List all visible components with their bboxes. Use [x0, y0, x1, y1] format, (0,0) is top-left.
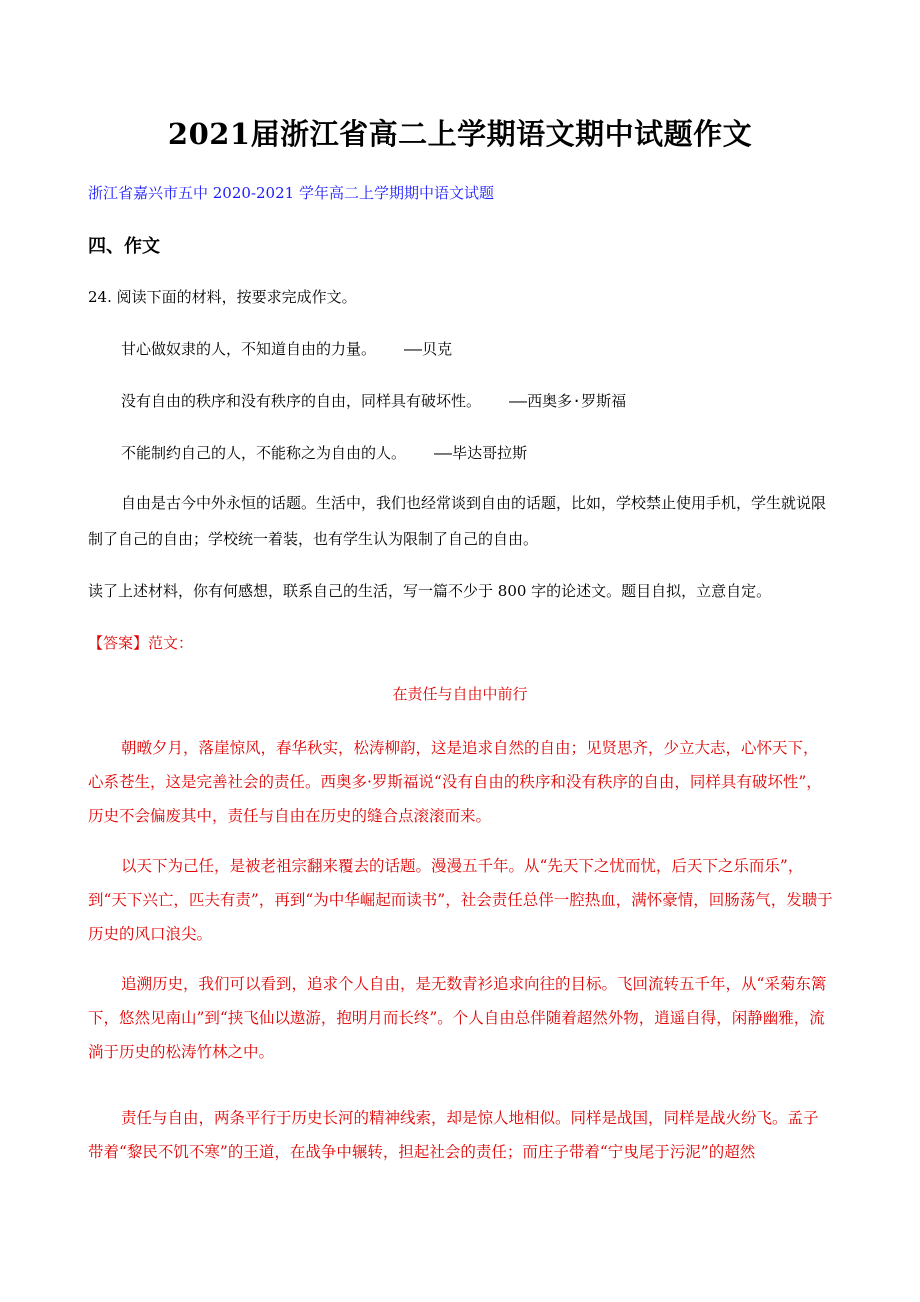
answer-label: 【答案】范文： — [88, 634, 194, 652]
essay-paragraph-1: 朝暾夕月，落崖惊风，春华秋实，松涛柳韵，这是追求自然的自由；见贤思齐，少立大志，心怀天下，心系苍生，这是完善社会的责任。西奥多·罗斯福说“没有自由的秩序和没有秩序的自由，同样具有破坏性”，历史不会偏废其中，责任与自由在历史的缝合点滚滚而来。 — [88, 739, 822, 825]
material-paragraph: 自由是古今中外永恒的话题。生活中，我们也经常谈到自由的话题，比如，学校禁止使用手机，学生就说限制了自己的自由；学校统一着装，也有学生认为限制了自己的自由。 — [88, 494, 827, 548]
quote-text: 没有自由的秩序和没有秩序的自由，同样具有破坏性。 — [121, 392, 482, 410]
page-title: 2021届浙江省高二上学期语文期中试题作文 — [167, 117, 753, 151]
quote-text: 不能制约自己的人，不能称之为自由的人。 — [121, 444, 407, 462]
section-heading: 四、作文 — [88, 236, 160, 257]
quote-text: 甘心做奴隶的人，不知道自由的力量。 — [121, 340, 377, 358]
source-link[interactable]: 浙江省嘉兴市五中 2020-2021 学年高二上学期期中语文试题 — [88, 184, 494, 202]
essay-paragraph-3: 追溯历史，我们可以看到，追求个人自由，是无数青衫追求向往的目标。飞回流转五千年，从“采菊东篱下，悠然见南山”到“挟飞仙以遨游，抱明月而长终”。个人自由总伴随着超然外物，逍遥自得，闲静幽雅，流淌于历史的松涛竹林之中。 — [88, 975, 827, 1061]
essay-title: 在责任与自由中前行 — [392, 685, 528, 703]
question-stem: 24. 阅读下面的材料，按要求完成作文。 — [88, 288, 357, 306]
quote-1 — [121, 338, 452, 359]
quote-author: ——西奥多·罗斯福 — [509, 392, 627, 410]
essay-paragraph-2: 以天下为己任，是被老祖宗翻来覆去的话题。漫漫五千年。从“先天下之忧而忧，后天下之乐而乐”，到“天下兴亡，匹夫有责”，再到“为中华崛起而读书”，社会责任总伴一腔热血，满怀豪情，回肠荡气，发聩于历史的风口浪尖。 — [88, 857, 833, 943]
quote-author: ——毕达哥拉斯 — [434, 444, 528, 462]
quote-2 — [121, 390, 626, 411]
quote-author: ——贝克 — [404, 340, 453, 358]
quote-3 — [121, 442, 527, 463]
essay-paragraph-4: 责任与自由，两条平行于历史长河的精神线索，却是惊人地相似。同样是战国，同样是战火纷飞。孟子带着“黎民不饥不寒”的王道，在战争中辗转，担起社会的责任；而庄子带着“宁曳尾于污泥”的超然 — [88, 1109, 819, 1161]
writing-prompt: 读了上述材料，你有何感想，联系自己的生活，写一篇不少于 800 字的论述文。题目自拟，立意自定。 — [88, 582, 772, 600]
